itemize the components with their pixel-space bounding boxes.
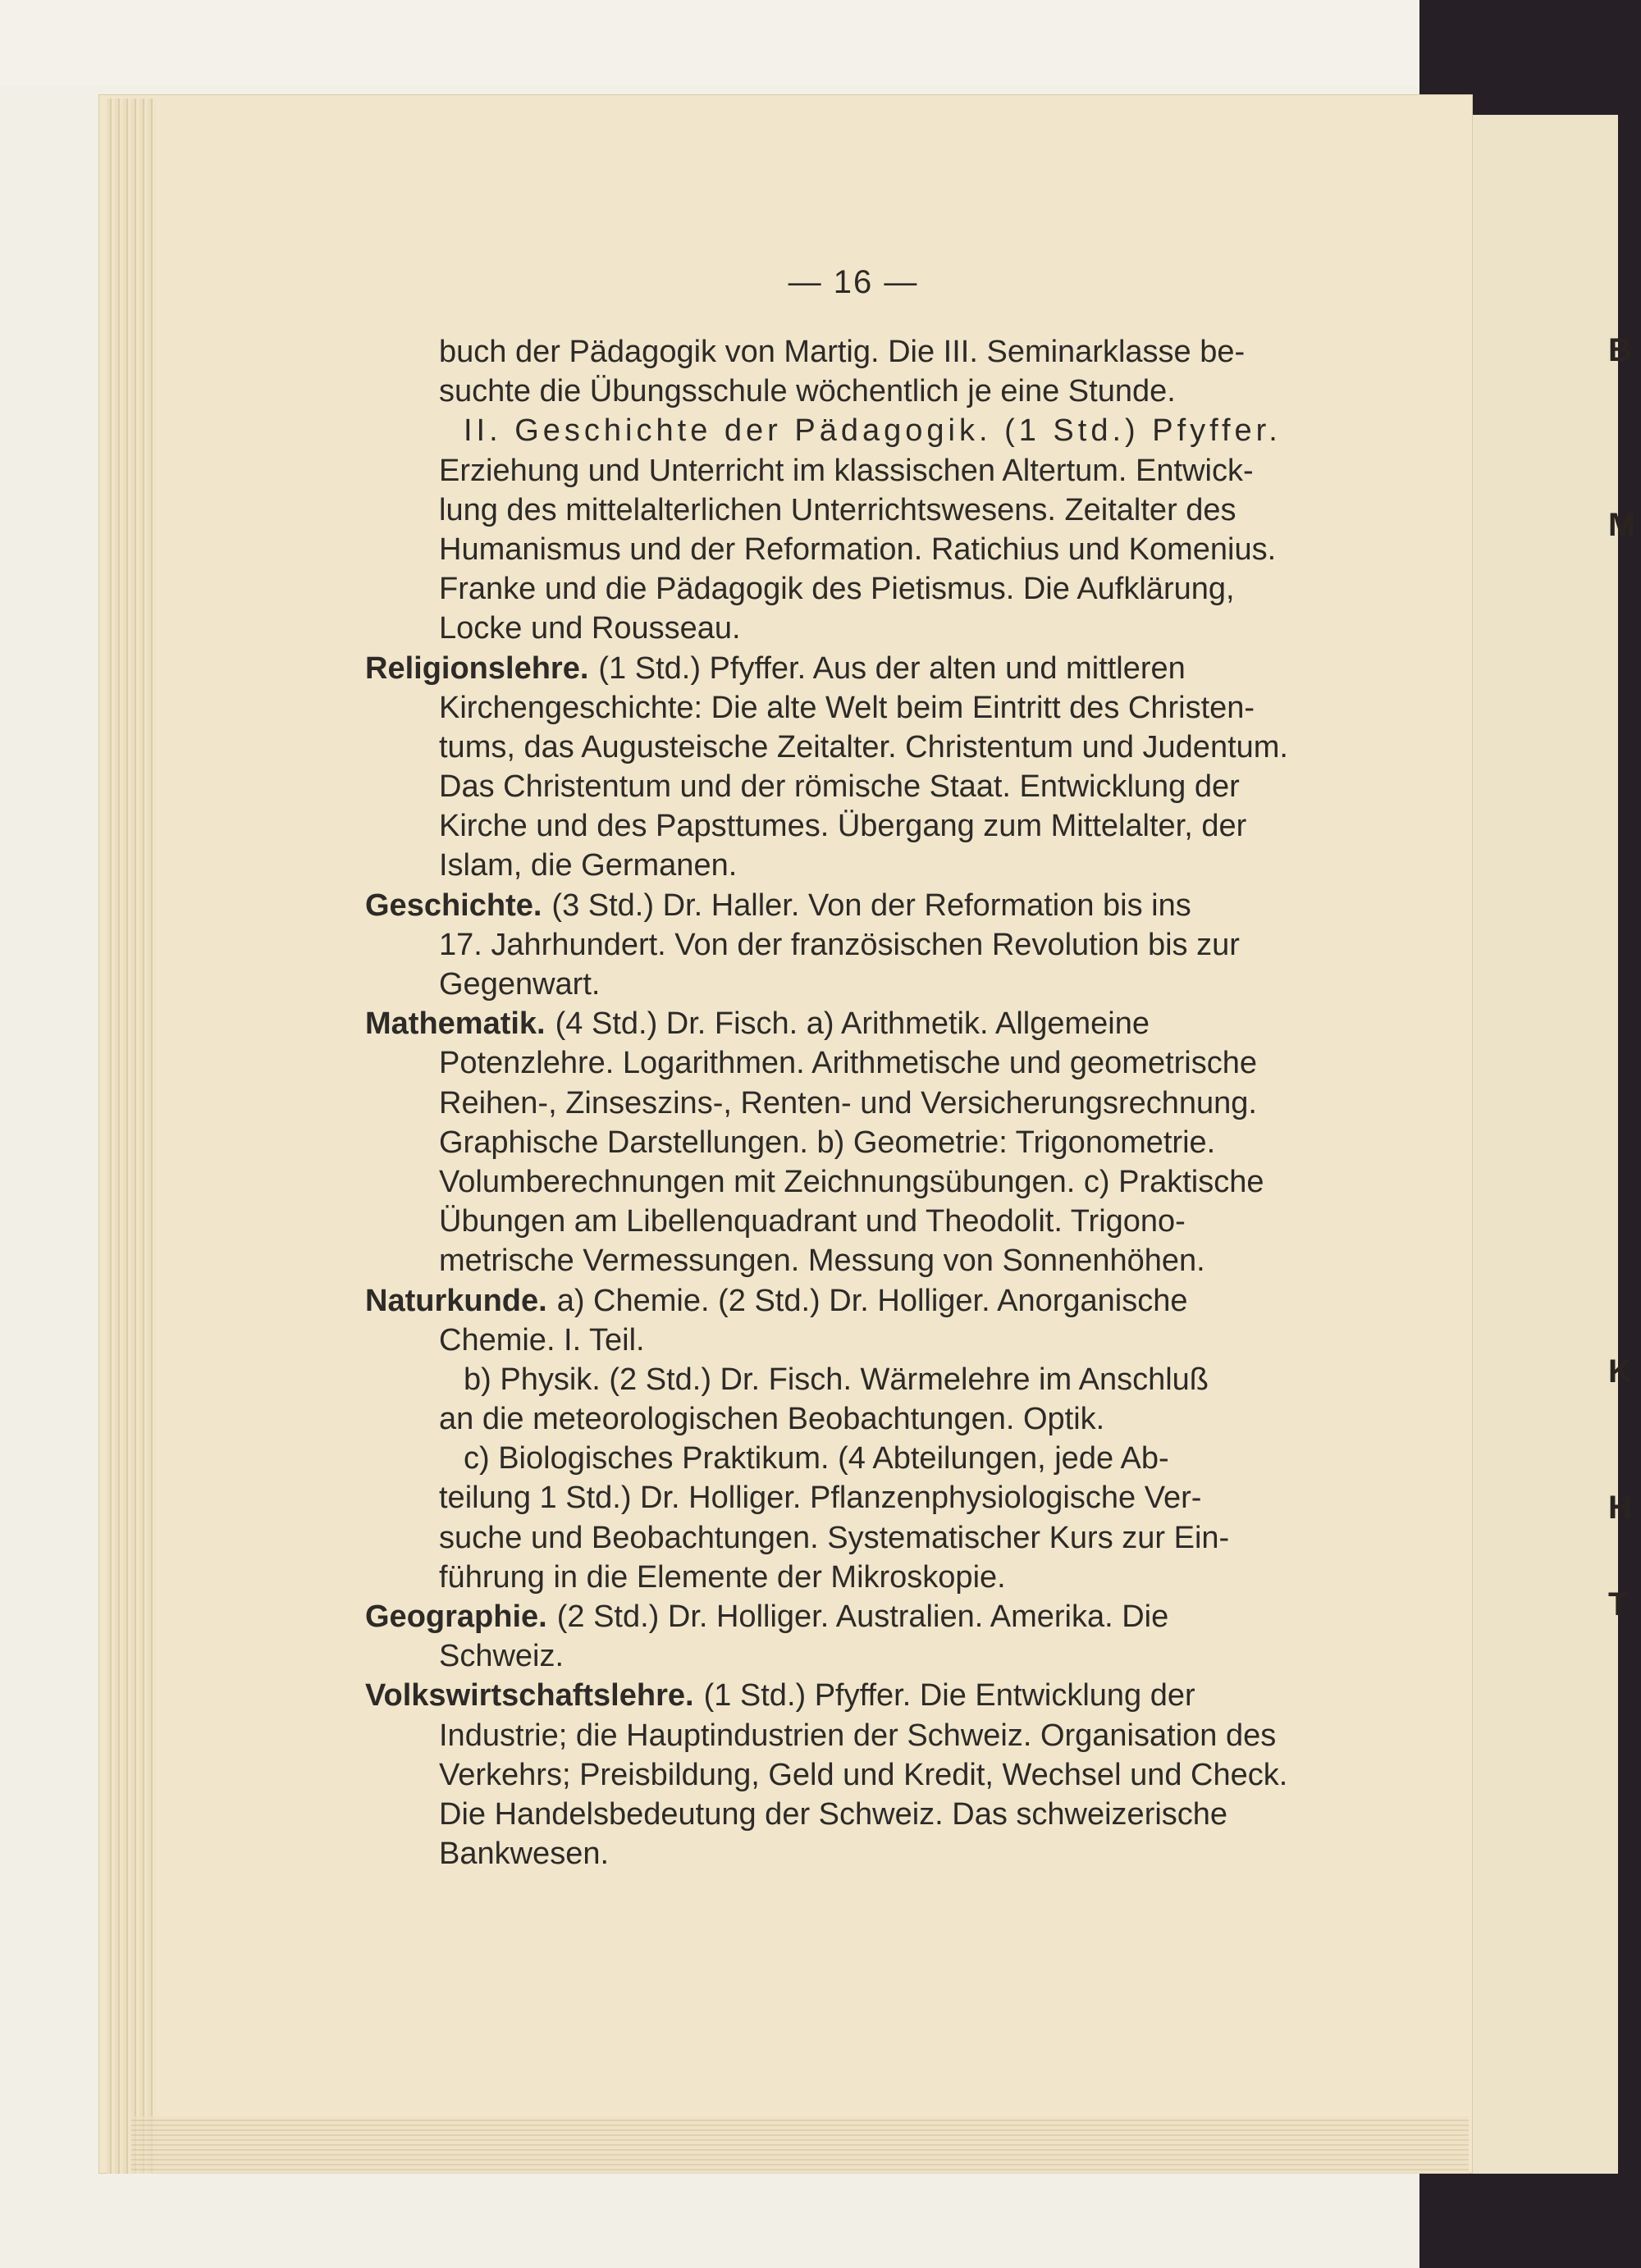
text-line	[365, 1281, 1333, 1321]
text-line	[365, 728, 1333, 767]
line-text: teilung 1 Std.) Dr. Holliger. Pflanzenphysiologische Ver-	[439, 1481, 1202, 1516]
subject-heading: Volkswirtschaftslehre.	[365, 1678, 694, 1714]
text-line	[365, 1241, 1333, 1280]
text-line	[365, 1360, 1333, 1399]
subject-heading: Geschichte.	[365, 888, 542, 923]
page-number: — 16 —	[788, 264, 919, 300]
line-text: Reihen-, Zinseszins-, Renten- und Versicherungsrechnung.	[439, 1085, 1257, 1120]
facing-letter: K	[1608, 1353, 1632, 1390]
line-text: Bankwesen.	[439, 1837, 610, 1872]
text-line	[365, 1084, 1333, 1123]
text-line	[365, 649, 1333, 688]
text-line	[365, 806, 1333, 846]
text-line	[365, 1439, 1333, 1478]
text-line	[365, 886, 1333, 925]
text-line	[365, 1755, 1333, 1795]
page-bottom-edges	[131, 2116, 1469, 2174]
subject-heading: Geographie.	[365, 1599, 547, 1634]
text-line	[365, 1558, 1333, 1597]
line-text: Gegenwart.	[439, 967, 601, 1002]
text-line	[365, 1518, 1333, 1558]
text-line	[365, 451, 1333, 491]
text-line	[365, 569, 1333, 609]
line-text: metrische Vermessungen. Messung von Sonnenhöhen.	[439, 1244, 1205, 1279]
line-text: (1 Std.) Pfyffer. Aus der alten und mittleren	[598, 650, 1186, 686]
line-text: (4 Std.) Dr. Fisch. a) Arithmetik. Allgemeine	[555, 1006, 1150, 1042]
subject-heading: Religionslehre.	[365, 650, 589, 686]
text-line	[365, 530, 1333, 569]
text-line	[365, 491, 1333, 530]
line-text: suche und Beobachtungen. Systematischer Kurs zur Ein-	[439, 1520, 1230, 1555]
text-line	[365, 1636, 1333, 1676]
line-text: II. Geschichte der Pädagogik. (1 Std.) Pfyffer.	[464, 413, 1282, 449]
line-text: Industrie; die Hauptindustrien der Schweiz. Organisation des	[439, 1718, 1277, 1753]
text-line	[365, 1004, 1333, 1043]
line-text: a) Chemie. (2 Std.) Dr. Holliger. Anorganische	[556, 1283, 1188, 1318]
line-text: Franke und die Pädagogik des Pietismus. Die Aufklärung,	[439, 572, 1235, 607]
line-text: tums, das Augusteische Zeitalter. Christentum und Judentum.	[439, 729, 1288, 764]
line-text: Graphische Darstellungen. b) Geometrie: Trigonometrie.	[439, 1125, 1216, 1160]
line-text: führung in die Elemente der Mikroskopie.	[439, 1559, 1006, 1595]
text-line	[365, 1478, 1333, 1517]
line-text: Locke und Rousseau.	[439, 611, 741, 646]
text-line	[365, 1321, 1333, 1360]
facing-letter: T	[1608, 1586, 1629, 1622]
line-text: Erziehung und Unterricht im klassischen Altertum. Entwick-	[439, 453, 1254, 488]
facing-letter: H	[1608, 1490, 1632, 1526]
page-text-body	[365, 332, 1333, 1873]
line-text: lung des mittelalterlichen Unterrichtswesens. Zeitalter des	[439, 492, 1236, 527]
text-line	[365, 1834, 1333, 1873]
text-line	[365, 1043, 1333, 1083]
subject-heading: Mathematik.	[365, 1006, 546, 1042]
facing-letter: M	[1608, 507, 1636, 543]
text-line	[365, 1597, 1333, 1636]
line-text: Kirchengeschichte: Die alte Welt beim Eintritt des Christen-	[439, 690, 1255, 725]
text-line	[365, 1123, 1333, 1162]
line-text: Kirche und des Papsttumes. Übergang zum Mittelalter, der	[439, 809, 1247, 844]
line-text: (1 Std.) Pfyffer. Die Entwicklung der	[703, 1678, 1195, 1714]
line-text: Schweiz.	[439, 1639, 565, 1674]
text-line	[365, 1162, 1333, 1202]
text-line	[365, 332, 1333, 372]
text-line	[365, 372, 1333, 411]
text-line	[365, 609, 1333, 648]
text-line	[365, 767, 1333, 806]
line-text: 17. Jahrhundert. Von der französischen Revolution bis zur	[439, 927, 1240, 962]
line-text: Verkehrs; Preisbildung, Geld und Kredit, Wechsel und Check.	[439, 1757, 1288, 1792]
text-line	[365, 688, 1333, 728]
line-text: Übungen am Libellenquadrant und Theodolit. Trigono-	[439, 1204, 1186, 1239]
subject-heading: Naturkunde.	[365, 1283, 547, 1318]
text-line	[365, 1399, 1333, 1439]
line-text: (3 Std.) Dr. Haller. Von der Reformation bis ins	[551, 888, 1191, 923]
line-text: Humanismus und der Reformation. Ratichius und Komenius.	[439, 532, 1277, 567]
line-text: Chemie. I. Teil.	[439, 1322, 645, 1358]
facing-page	[1469, 115, 1618, 2174]
line-text: Das Christentum und der römische Staat. Entwicklung der	[439, 769, 1240, 805]
facing-page-letters	[1608, 0, 1641, 2268]
facing-letter: B	[1608, 332, 1632, 368]
text-line	[365, 1202, 1333, 1241]
line-text: Potenzlehre. Logarithmen. Arithmetische und geometrische	[439, 1046, 1257, 1081]
line-text: c) Biologisches Praktikum. (4 Abteilungen, jede Ab-	[464, 1441, 1169, 1476]
text-line	[365, 411, 1333, 450]
text-line	[365, 1676, 1333, 1715]
text-line	[365, 846, 1333, 885]
scan-background-top	[0, 0, 1641, 86]
text-line	[365, 1716, 1333, 1755]
text-line	[365, 925, 1333, 965]
line-text: Islam, die Germanen.	[439, 848, 738, 883]
line-text: buch der Pädagogik von Martig. Die III. Seminarklasse be-	[439, 335, 1246, 369]
line-text: Volumberechnungen mit Zeichnungsübungen. c) Praktische	[439, 1164, 1264, 1199]
line-text: (2 Std.) Dr. Holliger. Australien. Amerika. Die	[556, 1599, 1169, 1634]
page-edges	[107, 98, 156, 2174]
line-text: Die Handelsbedeutung der Schweiz. Das schweizerische	[439, 1796, 1228, 1832]
line-text: b) Physik. (2 Std.) Dr. Fisch. Wärmelehre im Anschluß	[464, 1362, 1209, 1397]
line-text: an die meteorologischen Beobachtungen. Optik.	[439, 1402, 1105, 1437]
text-line	[365, 965, 1333, 1004]
line-text: suchte die Übungsschule wöchentlich je eine Stunde.	[439, 374, 1176, 409]
text-line	[365, 1795, 1333, 1834]
